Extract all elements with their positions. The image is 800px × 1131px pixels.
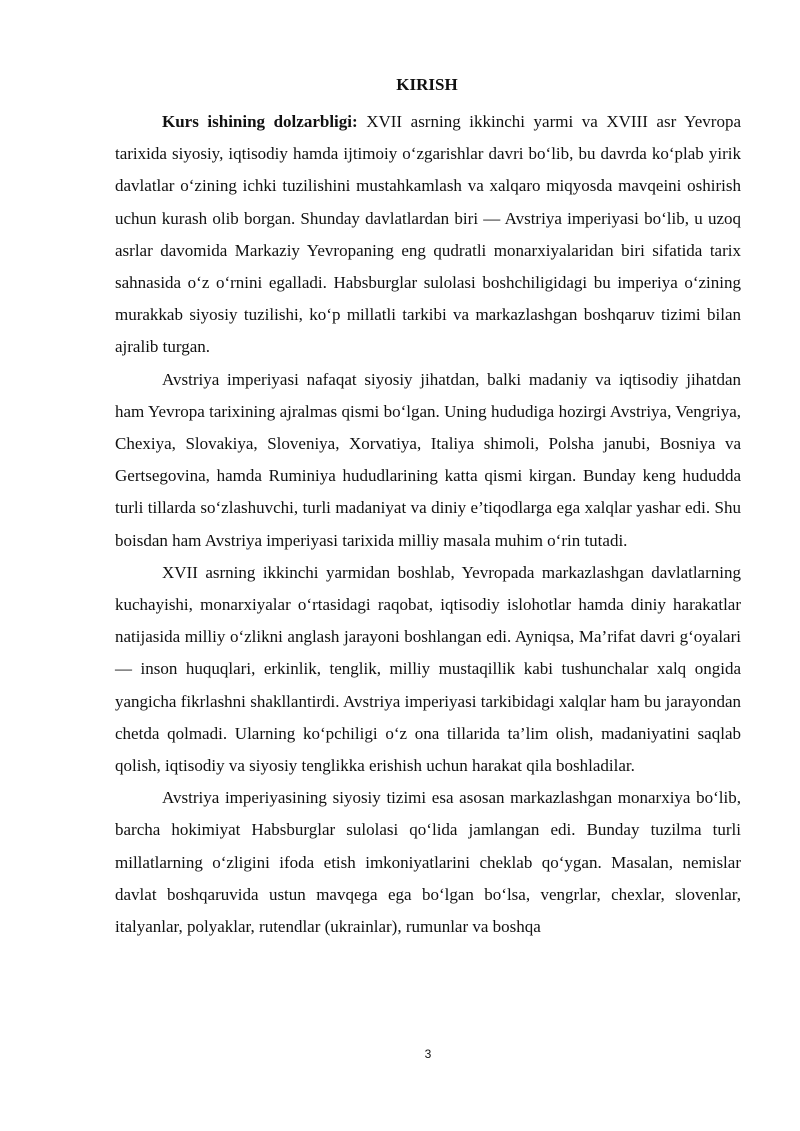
paragraph-relevance — [115, 106, 741, 364]
paragraph-text: XVII asrning ikkinchi yarmi va XVIII asr Yevropa tarixida siyosiy, iqtisodiy hamda ijtimoiy oʻzgarishlar davri boʻlib, bu davrda koʻplab yirik davlatlar oʻzining ichki tuzilishini mustahkamlash va xalqaro miqyosda mavqeini oshirish uchun kurash olib borgan. Shunday davlatlardan biri — Avstriya imperiyasi boʻlib, u uzoq asrlar davomida Markaziy Yevropaning eng qudratli monarxiyalaridan biri sifatida tarix sahnasida oʻz oʻrnini egalladi. Habsburglar sulolasi boshchiligidagi bu imperiya oʻzining murakkab siyosiy tuzilishi, koʻp millatli tarkibi va markazlashgan boshqaruv tizimi bilan ajralib turgan. — [115, 112, 741, 357]
section-heading: KIRISH — [396, 75, 458, 94]
page-number: 3 — [424, 1047, 432, 1061]
paragraph-lead: Kurs ishining dolzarbligi: — [162, 112, 358, 131]
paragraph-empire-territory: Avstriya imperiyasi nafaqat siyosiy jihatdan, balki madaniy va iqtisodiy jihatdan ham Yevropa tarixining ajralmas qismi boʻlgan. Uning hududiga hozirgi Avstriya, Vengriya, Chexiya, Slovakiya, Sloveniya, Xorvatiya, Italiya shimoli, Polsha janubi, Bosniya va Gertsegovina, hamda Ruminiya hududlarining katta qismi kirgan. Bunday keng hududda turli tillarda soʻzlashuvchi, turli madaniyat va diniy e’tiqodlarga ega xalqlar yashar edi. Shu boisdan ham Avstriya imperiyasi tarixida milliy masala muhim oʻrin tutadi. — [115, 369, 741, 550]
body-text — [115, 106, 741, 943]
paragraph-political-system: Avstriya imperiyasining siyosiy tizimi esa asosan markazlashgan monarxiya boʻlib, barcha hokimiyat Habsburglar sulolasi qoʻlida jamlangan edi. Bunday tuzilma turli millatlarning oʻzligini ifoda etish imkoniyatlarini cheklab qoʻygan. Masalan, nemislar davlat boshqaruvida ustun mavqega ega boʻlgan boʻlsa, vengrlar, chexlar, slovenlar, italyanlar, polyaklar, rutendlar (ukrainlar), rumunlar va boshqa — [115, 788, 741, 937]
paragraph-national-awareness: XVII asrning ikkinchi yarmidan boshlab, Yevropada markazlashgan davlatlarning kuchayishi, monarxiyalar oʻrtasidagi raqobat, iqtisodiy islohotlar hamda diniy harakatlar natijasida milliy oʻzlikni anglash jarayoni boshlangan edi. Ayniqsa, Ma’rifat davri gʻoyalari — inson huquqlari, erkinlik, tenglik, milliy mustaqillik kabi tushunchalar xalq ongida yangicha fikrlashni shakllantirdi. Avstriya imperiyasi tarkibidagi xalqlar ham bu jarayondan chetda qolmadi. Ularning koʻpchiligi oʻz ona tillarida ta’lim olish, madaniyatini saqlab qolish, iqtisodiy va siyosiy tenglikka erishish uchun harakat qila boshladilar. — [115, 562, 741, 776]
